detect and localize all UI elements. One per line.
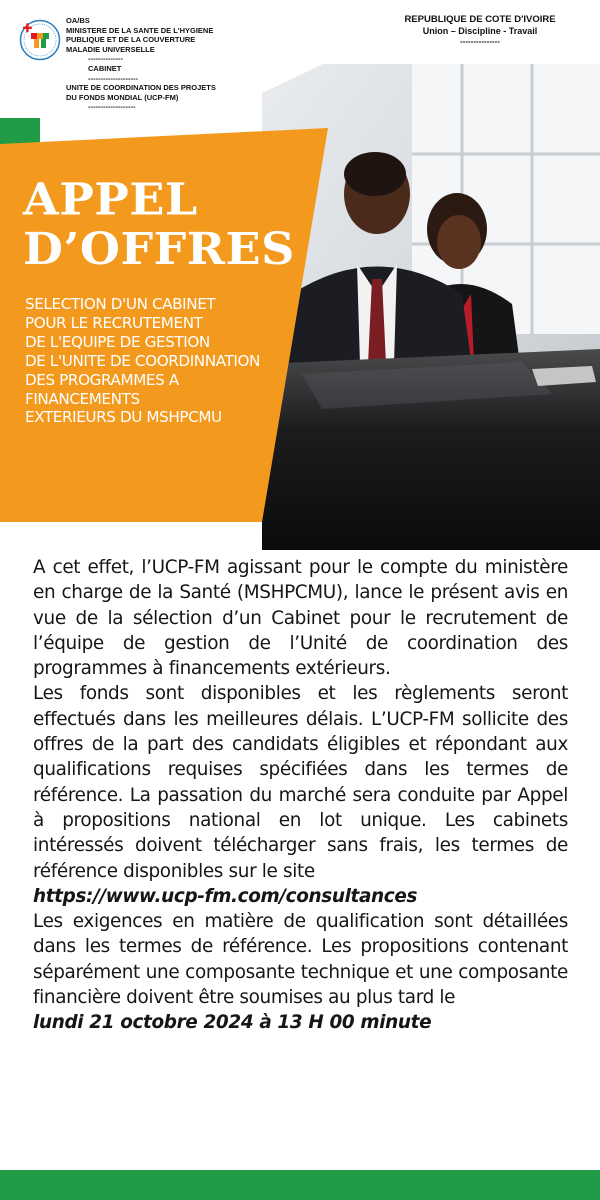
ministry-rule3: ------------------- bbox=[88, 102, 136, 112]
cabinet-label: CABINET bbox=[88, 63, 122, 73]
unit-line2: DU FONDS MONDIAL (UCP-FM) bbox=[66, 92, 179, 102]
unit-line1: UNITE DE COORDINATION DES PROJETS bbox=[66, 83, 216, 93]
tender-subject bbox=[25, 295, 325, 427]
ministry-line-name2: PUBLIQUE ET DE LA COUVERTURE bbox=[66, 35, 196, 45]
ministry-line-name1: MINISTERE DE LA SANTE DE L'HYGIENE bbox=[66, 25, 214, 35]
republic-rule: --------------- bbox=[460, 37, 500, 46]
ministry-rule2: -------------------- bbox=[88, 73, 138, 83]
footer-green-band-left bbox=[0, 1170, 470, 1200]
paragraph-intro: A cet effet, l’UCP-FM agissant pour le compte du ministère en charge de la Santé (MSHPCMU), lance le présent avis en vue de la sélection d’un Cabinet pour le recrutement de l’équipe de gestion de l’Unité de coordination des programmes à financements extérieurs. bbox=[33, 557, 568, 680]
notice-body bbox=[33, 555, 568, 1036]
title-line-2: D’OFFRES bbox=[23, 222, 295, 275]
subject-line: EXTERIEURS DU MSHPCMU bbox=[25, 408, 222, 427]
paragraph-requirements: Les exigences en matière de qualification sont détaillées dans les termes de référence. Les propositions contenant séparément une composante technique et une composante financière doivent être soumises au plus tard le bbox=[33, 911, 568, 1009]
ministry-block bbox=[66, 16, 266, 112]
republic-name: REPUBLIQUE DE COTE D'IVOIRE bbox=[404, 14, 556, 25]
ministry-line-code: OA/BS bbox=[66, 16, 90, 25]
republic-block bbox=[380, 14, 580, 46]
subject-line: FINANCEMENTS bbox=[25, 389, 140, 408]
title-line-1: APPEL bbox=[23, 173, 198, 225]
terms-of-reference-link[interactable]: https://www.ucp-fm.com/consultances bbox=[33, 885, 418, 907]
paragraph-funds: Les fonds sont disponibles et les règlements seront effectués dans les meilleures délais. L’UCP-FM sollicite des offres de la part des candidats éligibles et répondant aux qualifications requises spécifiées dans les termes de référence. La passation du marché sera conduite par Appel à propositions national en lot unique. Les cabinets intéressés doivent télécharger sans frais, les termes de référence disponibles sur le site bbox=[33, 683, 568, 882]
submission-deadline: lundi 21 octobre 2024 à 13 H 00 minute bbox=[33, 1012, 432, 1034]
subject-line: POUR LE RECRUTEMENT bbox=[25, 313, 203, 332]
ministry-logo bbox=[19, 19, 61, 61]
subject-line: DE L'UNITE DE COORDINNATION bbox=[25, 351, 260, 370]
subject-line: DE L'EQUIPE DE GESTION bbox=[25, 332, 210, 351]
call-for-tenders-title bbox=[23, 174, 323, 274]
ministry-line-name3: MALADIE UNIVERSELLE bbox=[66, 44, 155, 54]
ministry-rule1: -------------- bbox=[88, 54, 123, 64]
republic-motto: Union – Discipline - Travail bbox=[422, 26, 538, 36]
subject-line: SELECTION D'UN CABINET bbox=[25, 295, 216, 313]
subject-line: DES PROGRAMMES A bbox=[25, 370, 179, 389]
